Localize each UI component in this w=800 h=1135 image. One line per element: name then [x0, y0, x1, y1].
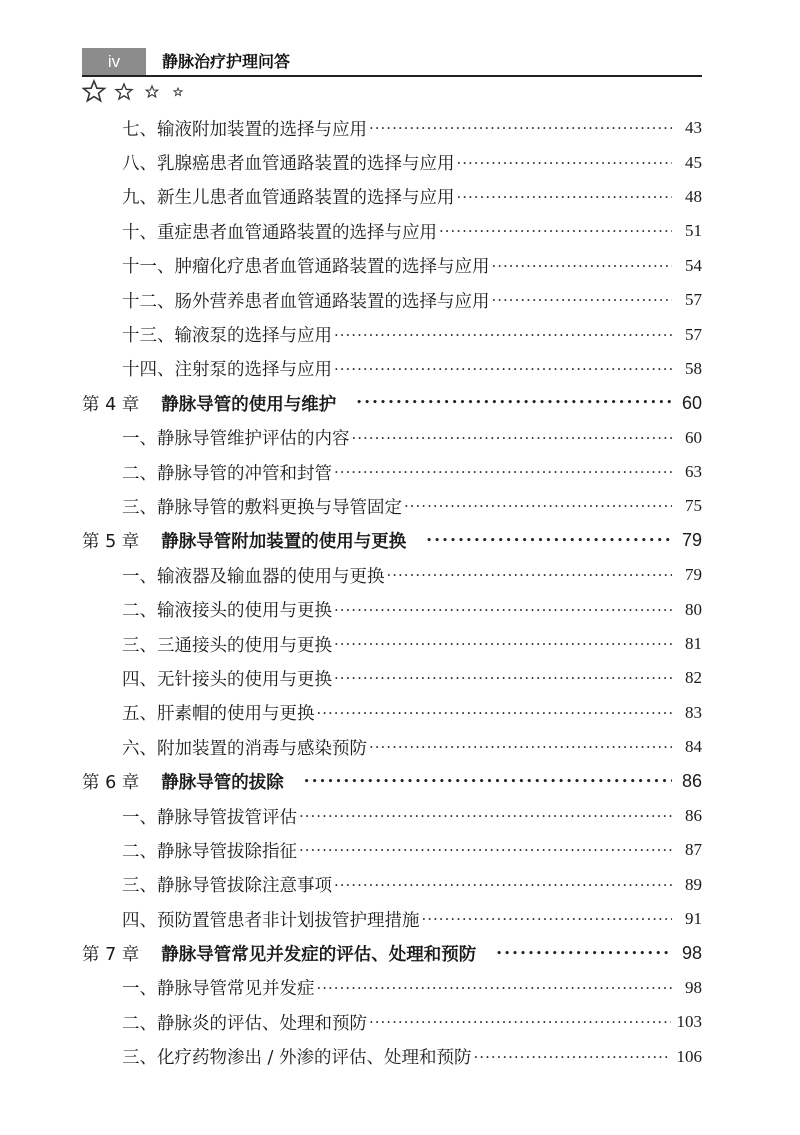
toc-entry-row[interactable]: [82, 455, 702, 489]
entry-title: 十二、肠外营养患者血管通路装置的选择与应用: [122, 291, 490, 312]
toc-entry-row[interactable]: [82, 111, 702, 145]
dot-leader: [496, 937, 672, 971]
toc-entry-row[interactable]: [82, 833, 702, 867]
chapter-title: 静脉导管常见并发症的评估、处理和预防: [161, 945, 477, 966]
entry-title: 十一、肿瘤化疗患者血管通路装置的选择与应用: [122, 257, 490, 278]
page-number: 87: [685, 840, 702, 860]
dot-leader: [352, 421, 673, 455]
header-rule: [82, 75, 702, 77]
running-header: [82, 48, 702, 76]
toc-entry-row[interactable]: [82, 317, 702, 351]
dot-leader: [334, 661, 672, 695]
toc-chapter-row[interactable]: [82, 524, 702, 558]
page-number: 57: [685, 290, 702, 310]
page-number: 89: [685, 874, 702, 894]
dot-leader: [369, 730, 672, 764]
toc-entry-row[interactable]: [82, 661, 702, 695]
entry-title: 三、静脉导管拔除注意事项: [122, 876, 332, 897]
page-number: 54: [685, 255, 702, 275]
star-icon: [84, 81, 105, 101]
entry-title: 十、重症患者血管通路装置的选择与应用: [122, 222, 437, 243]
page-number: 57: [685, 324, 702, 344]
page-number: 75: [685, 496, 702, 516]
page-number: 82: [685, 668, 702, 688]
toc-entry-row[interactable]: [82, 592, 702, 626]
page-number: 86: [681, 771, 702, 792]
dot-leader: [299, 833, 672, 867]
toc-chapter-row[interactable]: [82, 386, 702, 420]
page-number: 43: [685, 118, 702, 138]
chapter-number: 第 6 章: [82, 773, 140, 794]
page-number: 58: [685, 358, 702, 378]
chapter-title: 静脉导管的使用与维护: [161, 394, 337, 415]
dot-leader: [299, 799, 672, 833]
entry-title: 四、无针接头的使用与更换: [122, 669, 332, 690]
dot-leader: [492, 283, 673, 317]
dot-leader: [439, 214, 672, 248]
dot-leader: [334, 455, 672, 489]
dot-leader: [334, 593, 672, 627]
toc-entry-row[interactable]: [82, 730, 702, 764]
page-number: 60: [685, 427, 702, 447]
page-number: 106: [676, 1046, 702, 1066]
toc-entry-row[interactable]: [82, 627, 702, 661]
toc-entry-row[interactable]: [82, 421, 702, 455]
page-number: 84: [685, 737, 702, 757]
dot-leader: [422, 902, 673, 936]
toc-entry-row[interactable]: [82, 249, 702, 283]
toc-entry-row[interactable]: [82, 1040, 702, 1074]
entry-title: 二、静脉炎的评估、处理和预防: [122, 1013, 367, 1034]
chapter-number: 第 4 章: [82, 394, 140, 415]
chapter-number: 第 7 章: [82, 945, 140, 966]
star-icon: [174, 88, 182, 96]
entry-title: 二、静脉导管拔除指征: [122, 841, 297, 862]
page-number: 80: [685, 599, 702, 619]
star-icon: [116, 84, 132, 99]
toc-entry-row[interactable]: [82, 558, 702, 592]
toc-entry-row[interactable]: [82, 799, 702, 833]
table-of-contents: [82, 111, 702, 1074]
toc-entry-row[interactable]: [82, 971, 702, 1005]
page-number: 103: [676, 1012, 702, 1032]
dot-leader: [317, 971, 673, 1005]
page-number-badge: iv: [82, 48, 146, 76]
entry-title: 五、肝素帽的使用与更换: [122, 704, 315, 725]
dot-leader: [334, 352, 672, 386]
page-number: 86: [685, 806, 702, 825]
entry-title: 三、化疗药物渗出 / 外渗的评估、处理和预防: [122, 1048, 472, 1069]
chapter-number: 第 5 章: [82, 532, 140, 553]
star-row-icon: [82, 78, 192, 106]
toc-entry-row[interactable]: [82, 180, 702, 214]
entry-title: 十四、注射泵的选择与应用: [122, 360, 332, 381]
dot-leader: [304, 765, 672, 799]
dot-leader: [369, 111, 672, 145]
entry-title: 二、静脉导管的冲管和封管: [122, 463, 332, 484]
toc-entry-row[interactable]: [82, 145, 702, 179]
toc-entry-row[interactable]: [82, 489, 702, 523]
page-number: 48: [685, 186, 702, 206]
dot-leader: [426, 524, 672, 558]
toc-entry-row[interactable]: [82, 352, 702, 386]
star-icon: [146, 86, 158, 97]
dot-leader: [474, 1040, 671, 1074]
entry-title: 十三、输液泵的选择与应用: [122, 326, 332, 347]
page-number: 91: [685, 909, 702, 929]
entry-title: 七、输液附加装置的选择与应用: [122, 119, 367, 140]
page-number: 60: [681, 392, 702, 413]
dot-leader: [334, 627, 672, 661]
dot-leader: [317, 696, 673, 730]
entry-title: 一、静脉导管拔管评估: [122, 807, 297, 828]
toc-entry-row[interactable]: [82, 1005, 702, 1039]
toc-entry-row[interactable]: [82, 696, 702, 730]
page-number: 79: [685, 565, 702, 585]
entry-title: 三、三通接头的使用与更换: [122, 635, 332, 656]
toc-entry-row[interactable]: [82, 214, 702, 248]
book-title: 静脉治疗护理问答: [162, 52, 291, 71]
dot-leader: [334, 868, 672, 902]
entry-title: 九、新生儿患者血管通路装置的选择与应用: [122, 188, 455, 209]
decorative-stars: [82, 78, 192, 106]
dot-leader: [457, 146, 673, 180]
entry-title: 一、静脉导管维护评估的内容: [122, 429, 350, 450]
entry-title: 二、输液接头的使用与更换: [122, 601, 332, 622]
dot-leader: [404, 489, 672, 523]
entry-title: 四、预防置管患者非计划拔管护理措施: [122, 910, 420, 931]
dot-leader: [387, 558, 673, 592]
toc-chapter-row[interactable]: [82, 936, 702, 970]
page-number: 79: [681, 530, 702, 551]
page-number: 83: [685, 702, 702, 722]
toc-entry-row[interactable]: [82, 868, 702, 902]
page-number: 98: [685, 977, 702, 997]
page-number: 51: [685, 221, 702, 241]
toc-entry-row[interactable]: [82, 283, 702, 317]
toc-entry-row[interactable]: [82, 902, 702, 936]
entry-title: 一、输液器及输血器的使用与更换: [122, 566, 385, 587]
dot-leader: [334, 318, 672, 352]
page-number: 63: [685, 462, 702, 482]
page-number: 81: [685, 634, 702, 654]
entry-title: 八、乳腺癌患者血管通路装置的选择与应用: [122, 154, 455, 175]
page-number: 45: [685, 152, 702, 172]
toc-chapter-row[interactable]: [82, 764, 702, 798]
chapter-title: 静脉导管附加装置的使用与更换: [161, 532, 407, 553]
dot-leader: [457, 180, 673, 214]
dot-leader: [356, 386, 672, 420]
dot-leader: [492, 249, 673, 283]
page-number: 98: [681, 943, 702, 964]
entry-title: 六、附加装置的消毒与感染预防: [122, 738, 367, 759]
entry-title: 一、静脉导管常见并发症: [122, 979, 315, 1000]
dot-leader: [369, 1005, 671, 1039]
chapter-title: 静脉导管的拔除: [161, 773, 284, 794]
entry-title: 三、静脉导管的敷料更换与导管固定: [122, 497, 402, 518]
